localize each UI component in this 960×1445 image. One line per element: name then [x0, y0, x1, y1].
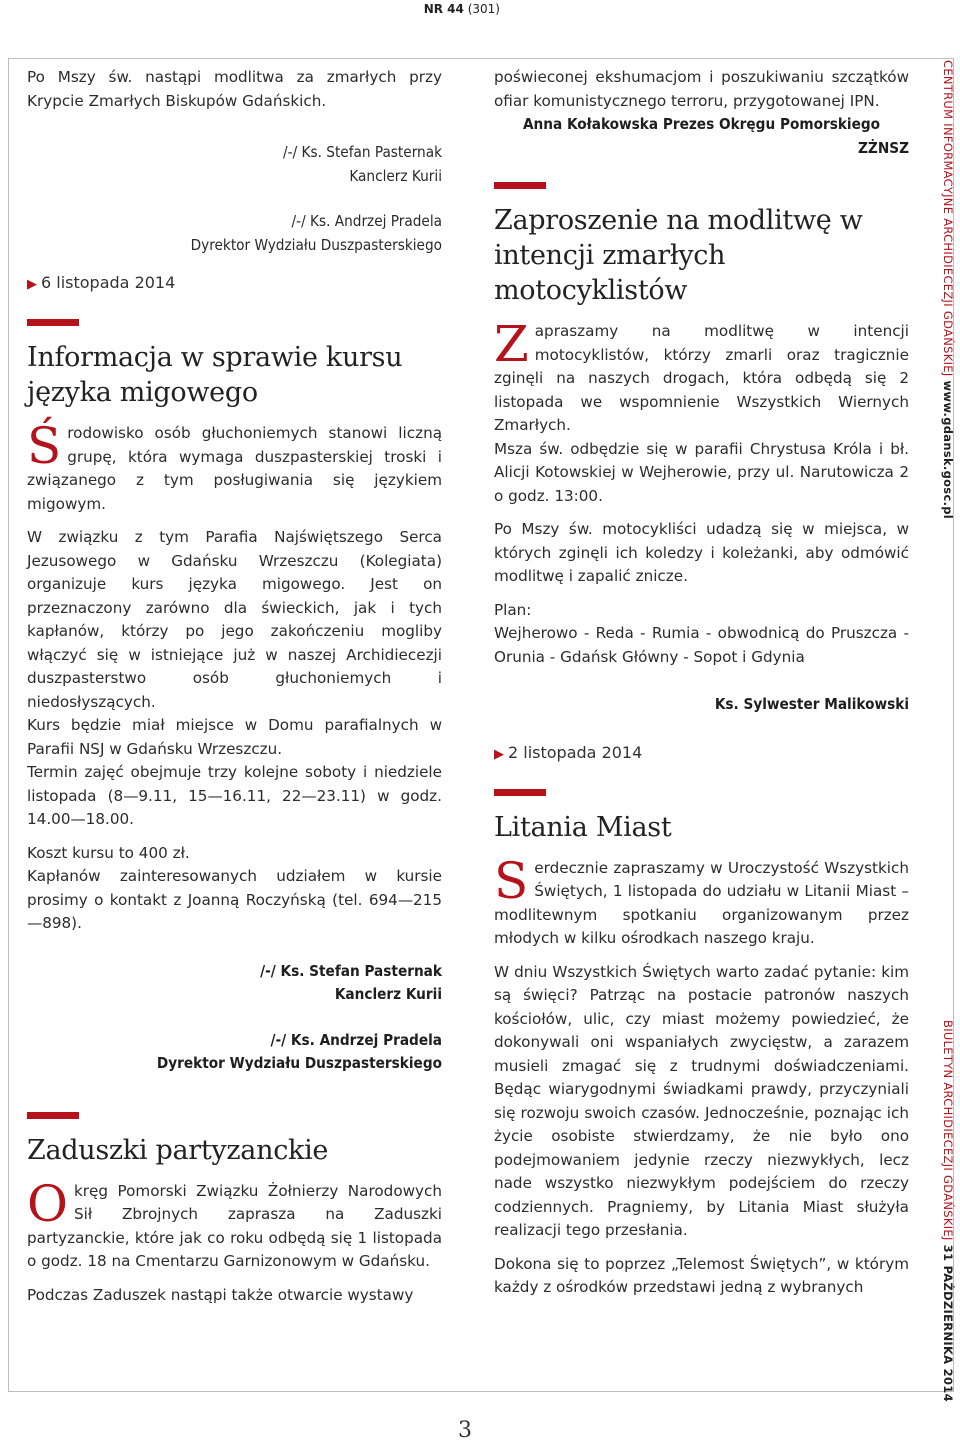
- section-bar: [27, 1112, 79, 1119]
- date-text: 2 listopada 2014: [508, 742, 643, 762]
- side-label-top: [937, 60, 957, 520]
- signature-kolakowska-org: ZŻNSZ: [858, 138, 909, 157]
- signature-pradela-name-2: /-/ Ks. Andrzej Pradela: [270, 1030, 442, 1049]
- sign-language-paragraph-5: Koszt kursu to 400 zł.: [27, 843, 190, 862]
- heading-partisan-commemoration: Zaduszki partyzanckie: [27, 1134, 329, 1166]
- partisan-paragraph-1: [27, 1174, 442, 1274]
- date-6-november: [27, 271, 442, 297]
- heading-litany-of-cities: Litania Miast: [494, 811, 672, 843]
- sign-language-paragraph-2: W związku z tym Parafia Najświętszego Serca Jezusowego w Gdańsku Wrzeszczu (Kolegiata) organizuje kurs języka migowego. Jest on przeznaczony zarówno dla świeckich, jak i tych kapłanów, którzy po jego zakończeniu mogliby włączyć się w istniejące już w naszej Archidiecezji duszpasterstwo osób głuchoniemych i niedosłyszących.: [27, 528, 442, 711]
- section-bar: [27, 319, 79, 326]
- side-top-url: www.gdansk.gosc.pl: [941, 380, 955, 520]
- left-column: [27, 66, 442, 1307]
- litany-paragraph-3: Dokona się to poprzez „Telemost Świętych”, w którym każdy z ośrodków przedstawi jedną z wybranych: [494, 1254, 909, 1296]
- motorcyclists-plan-route: Wejherowo - Reda - Rumia - obwodnicą do Pruszcza - Orunia - Gdańsk Główny - Sopot i Gdynia: [494, 624, 909, 666]
- signature-pasternak-name: /-/ Ks. Stefan Pasternak: [283, 143, 442, 161]
- litany-paragraph-1: [494, 851, 909, 951]
- date-text: 6 listopada 2014: [41, 273, 176, 292]
- motorcyclists-text-1: apraszamy na modlitwę w intencji motocyklistów, którzy zmarli oraz tragicznie zginęli na naszych drogach, która odbędą się 2 listopada we wspomnienie Wszystkich Wiernych Zmarłych.: [494, 322, 909, 434]
- section-bar: [494, 789, 546, 796]
- litany-paragraph-2: W dniu Wszystkich Świętych warto zadać pytanie: kim są święci? Patrząc na postacie patronów naszych kościołów, ulic, czy miast możemy powiedzieć, że dokonywali oni wspaniałych zwycięstw, a zarazem musieli zmagać się z trudnymi doświadczeniami. Będąc wiarygodnymi świadkami prawdy, przyczyniali się rozwoju swoich czasów. Jednocześnie, poznając ich życie osobiste stwierdzamy, że nie było ono podejmowaniem jedynie rzeczy niezwykłych, lecz nade wszystko niezwykłym podejściem do rzeczy codziennych. Pragniemy, by Litania Miast służyła realizacji tego przesłania.: [494, 962, 909, 1239]
- signature-pasternak-title-2: Kanclerz Kurii: [334, 985, 442, 1003]
- partisan-paragraph-2: Podczas Zaduszek nastąpi także otwarcie wystawy: [27, 1285, 414, 1304]
- motorcyclists-plan-label: Plan:: [494, 600, 532, 619]
- intro-paragraph: Po Mszy św. nastąpi modlitwa za zmarłych przy Krypcie Zmarłych Biskupów Gdańskich.: [27, 68, 442, 110]
- sign-language-text-1: rodowisko osób głuchoniemych stanowi liczną grupę, która wymaga duszpasterskiej troski i związanego z tym posługiwania się językiem migowym.: [27, 424, 442, 513]
- sign-language-paragraph-3: Kurs będzie miał miejsce w Domu parafialnych w Parafii NSJ w Gdańsku Wrzeszczu.: [27, 716, 442, 758]
- right-column: [494, 66, 909, 1300]
- exhibition-continuation: poświeconej ekshumacjom i poszukiwaniu szczątków ofiar komunistycznego terroru, przygotowanej IPN.: [494, 68, 909, 110]
- date-2-november: [494, 741, 909, 767]
- signature-pradela-title: Dyrektor Wydziału Duszpasterskiego: [190, 235, 442, 254]
- heading-motorcyclists-prayer: Zaproszenie na modlitwę w intencji zmarłych motocyklistów: [494, 205, 863, 306]
- page-number: 3: [458, 1418, 472, 1443]
- side-label-bottom: [937, 1020, 957, 1402]
- signature-pradela-title-2: Dyrektor Wydziału Duszpasterskiego: [156, 1054, 442, 1072]
- sign-language-paragraph-4: Termin zajęć obejmuje trzy kolejne soboty i niedziele listopada (8—9.11, 15—16.11, 22—23.11) w godz. 14.00—18.00.: [27, 763, 442, 828]
- signature-malikowski: Ks. Sylwester Malikowski: [714, 695, 909, 713]
- motorcyclists-paragraph-2: Msza św. odbędzie się w parafii Chrystusa Króla i bł. Alicji Kotowskiej w Wejherowie, przy ul. Narutowicza 2 o godz. 13:00.: [494, 439, 909, 505]
- litany-text-1: erdecznie zapraszamy w Uroczystość Wszystkich Świętych, 1 listopada do udziału w Litanii Miast – modlitewnym spotkaniu organizowanym przez młodych w kilku ośrodkach naszego kraju.: [494, 858, 909, 947]
- motorcyclists-paragraph-1: [494, 315, 909, 438]
- side-label-bottom-text: [941, 1020, 955, 1402]
- section-bar: [494, 182, 546, 189]
- issue-number: [424, 2, 500, 16]
- side-label-top-text: [941, 60, 955, 519]
- side-bottom-red: BIULETYN ARCHIDIECEZJI GDAŃSKIEJ: [941, 1020, 955, 1241]
- sign-language-paragraph-6: Kapłanów zainteresowanych udziałem w kursie prosimy o kontakt z Joanną Roczyńską (tel. 694—215—898).: [27, 867, 442, 932]
- side-top-red: CENTRUM INFORMACYJNE ARCHIDIECEZJI GDAŃSKIEJ: [941, 60, 955, 377]
- heading-sign-language-course: Informacja w sprawie kursu języka migowego: [27, 342, 403, 408]
- signature-pasternak-name-2: /-/ Ks. Stefan Pasternak: [260, 961, 442, 980]
- triangle-icon: ▶: [494, 746, 504, 762]
- dropcap-s: Ś: [27, 417, 62, 475]
- dropcap-s2: S: [494, 851, 529, 910]
- partisan-text-1: kręg Pomorski Związku Żołnierzy Narodowych Sił Zbrojnych zaprasza na Zaduszki partyzanckie, które jak co roku odbędą się 1 listopada o godz. 18 na Cmentarzu Garnizonowym w Gdańsku.: [27, 1181, 442, 1270]
- sign-language-paragraph-1: [27, 417, 442, 516]
- signature-kolakowska-name: Anna Kołakowska Prezes Okręgu Pomorskiego: [522, 115, 881, 133]
- dropcap-o: O: [27, 1174, 68, 1233]
- signature-pasternak-title: Kanclerz Kurii: [349, 166, 442, 185]
- triangle-icon: ▶: [27, 277, 37, 292]
- side-bottom-date: 31 PAŹDZIERNIKA 2014: [941, 1244, 955, 1402]
- signature-pradela-name: /-/ Ks. Andrzej Pradela: [291, 212, 442, 230]
- issue-number-bold: NR 44: [423, 2, 464, 16]
- motorcyclists-paragraph-3: Po Mszy św. motocykliści udadzą się w miejsca, w których zginęli ich koledzy i koleżanki, aby odmówić modlitwę i zapalić znicze.: [494, 520, 909, 585]
- dropcap-z: Z: [494, 315, 529, 373]
- issue-number-rest: (301): [467, 2, 500, 16]
